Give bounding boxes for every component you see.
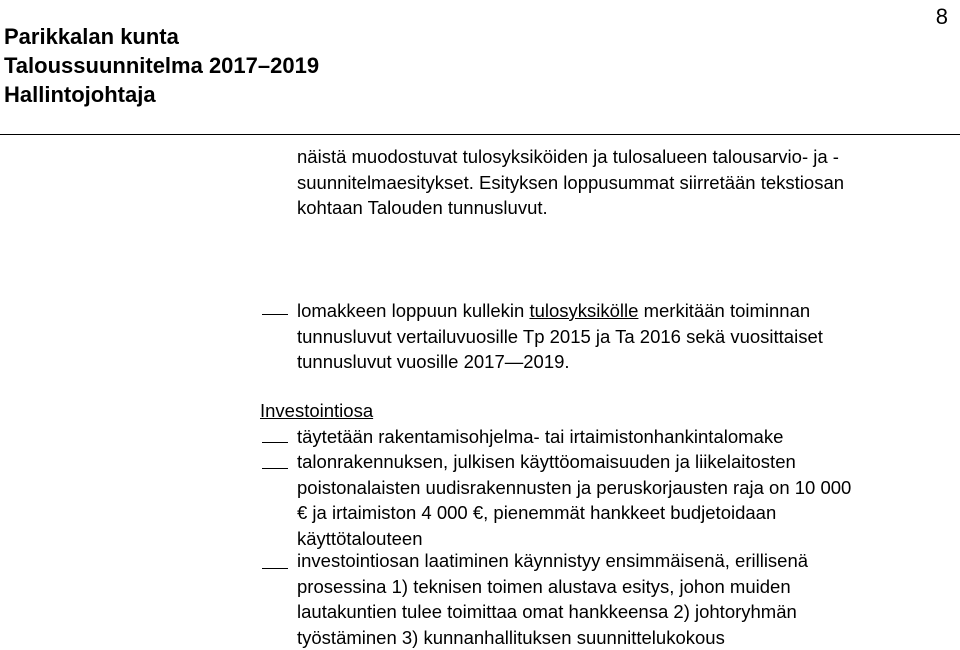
bullet-line bbox=[297, 298, 823, 324]
bullet-text: lomakkeen loppuun kullekin bbox=[297, 300, 529, 321]
bullet-dash bbox=[262, 314, 288, 315]
bullet-raja bbox=[297, 449, 851, 551]
bullet-line: täytetään rakentamisohjelma- tai irtaimistonhankintalomake bbox=[297, 424, 783, 450]
header-department: Hallintojohtaja bbox=[4, 80, 319, 109]
bullet-line: investointiosan laatiminen käynnistyy ensimmäisenä, erillisenä bbox=[297, 548, 808, 574]
header-municipality: Parikkalan kunta bbox=[4, 22, 319, 51]
bullet-line: lautakuntien tulee toimittaa omat hankkeensa 2) johtoryhmän bbox=[297, 599, 808, 625]
bullet-dash bbox=[262, 442, 288, 443]
bullet-line: käyttötalouteen bbox=[297, 526, 851, 552]
document-header bbox=[4, 22, 319, 109]
intro-line: näistä muodostuvat tulosyksiköiden ja tulosalueen talousarvio- ja - bbox=[297, 144, 844, 170]
intro-line: kohtaan Talouden tunnusluvut. bbox=[297, 195, 844, 221]
bullet-line: talonrakennuksen, julkisen käyttöomaisuuden ja liikelaitosten bbox=[297, 449, 851, 475]
bullet-tunnusluvut bbox=[297, 298, 823, 375]
bullet-line: poistonalaisten uudisrakennusten ja peruskorjausten raja on 10 000 bbox=[297, 475, 851, 501]
header-plan-title: Taloussuunnitelma 2017–2019 bbox=[4, 51, 319, 80]
page-number: 8 bbox=[936, 4, 948, 30]
bullet-line: prosessina 1) teknisen toimen alustava esitys, johon muiden bbox=[297, 574, 808, 600]
intro-paragraph bbox=[297, 144, 844, 221]
bullet-prosessi bbox=[297, 548, 808, 650]
intro-line: suunnitelmaesitykset. Esityksen loppusummat siirretään tekstiosan bbox=[297, 170, 844, 196]
underlined-term: tulosyksikölle bbox=[529, 300, 638, 321]
header-divider bbox=[0, 134, 960, 135]
section-heading-investointiosa: Investointiosa bbox=[260, 398, 373, 424]
bullet-dash bbox=[262, 468, 288, 469]
bullet-line: tunnusluvut vuosille 2017—2019. bbox=[297, 349, 823, 375]
bullet-line: työstäminen 3) kunnanhallituksen suunnittelukokous bbox=[297, 625, 808, 650]
bullet-lomake bbox=[297, 424, 783, 450]
bullet-text: merkitään toiminnan bbox=[638, 300, 810, 321]
bullet-line: € ja irtaimiston 4 000 €, pienemmät hankkeet budjetoidaan bbox=[297, 500, 851, 526]
bullet-line: tunnusluvut vertailuvuosille Tp 2015 ja Ta 2016 sekä vuosittaiset bbox=[297, 324, 823, 350]
bullet-dash bbox=[262, 568, 288, 569]
